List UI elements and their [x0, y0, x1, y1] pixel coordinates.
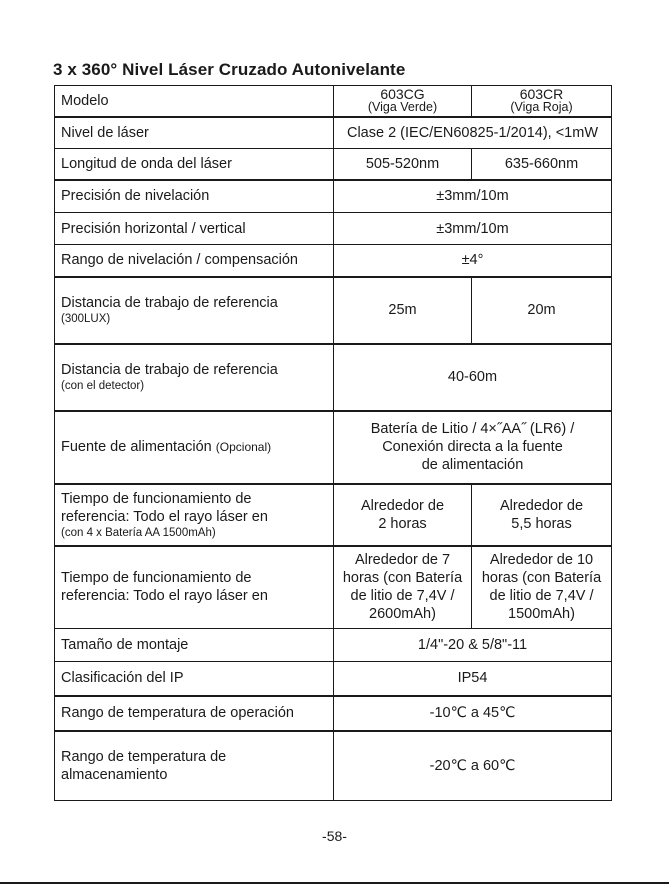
power-label-note: (Opcional) [215, 440, 272, 454]
working-distance-label [55, 277, 334, 344]
model-label: Modelo [55, 86, 334, 117]
runtime-li-col1-line-4: 2600mAh) [369, 606, 436, 623]
runtime-li-label-line-2: referencia: Todo el rayo láser en [61, 588, 268, 605]
compensation-value: ±4° [334, 245, 612, 277]
table-row-power [55, 411, 612, 484]
detector-distance-label-text: Distancia de trabajo de referencia [61, 362, 278, 378]
storage-temp-value: -20℃ a 60℃ [334, 731, 612, 801]
ip-label: Clasificación del IP [55, 662, 334, 696]
runtime-aa-col2-line-1: Alrededor de [499, 497, 584, 514]
table-row-op-temp [55, 696, 612, 731]
table-row-hv-accuracy [55, 213, 612, 245]
table-row-working-distance [55, 277, 612, 344]
laser-class-value: Clase 2 (IEC/EN60825-1/2014), <1mW [334, 117, 612, 149]
working-distance-col1: 25m [334, 277, 472, 344]
runtime-li-label [55, 546, 334, 629]
runtime-li-col1-line-3: de litio de 7,4V / [350, 588, 455, 605]
table-row-runtime-aa [55, 484, 612, 546]
level-accuracy-value: ±3mm/10m [334, 180, 612, 213]
runtime-aa-col2 [472, 484, 612, 546]
hv-accuracy-value: ±3mm/10m [334, 213, 612, 245]
power-line-3: de alimentación [421, 457, 524, 473]
table-row-ip [55, 662, 612, 696]
runtime-li-label-line-1: Tiempo de funcionamiento de [61, 570, 252, 587]
model-col1-beam: (Viga Verde) [367, 100, 438, 115]
detector-distance-label-sub: (con el detector) [61, 380, 145, 392]
runtime-aa-label-line-2: referencia: Todo el rayo láser en [61, 508, 268, 525]
spec-table [54, 85, 612, 801]
runtime-li-col1 [334, 546, 472, 629]
runtime-aa-label-sub: (con 4 x Batería AA 1500mAh) [61, 526, 216, 539]
runtime-li-col1-line-2: horas (con Batería [342, 570, 463, 587]
document-title: 3 x 360° Nivel Láser Cruzado Autonivelante [53, 60, 406, 79]
model-col1 [334, 86, 472, 117]
power-value [334, 411, 612, 484]
detector-distance-label [55, 344, 334, 411]
storage-temp-label [55, 731, 334, 801]
model-col2-beam: (Viga Roja) [510, 100, 573, 115]
runtime-li-col2-line-3: de litio de 7,4V / [489, 588, 594, 605]
wavelength-col2: 635-660nm [472, 149, 612, 180]
power-label [55, 411, 334, 484]
table-row-compensation [55, 245, 612, 277]
runtime-li-col2-line-4: 1500mAh) [508, 606, 575, 623]
working-distance-label-sub: (300LUX) [61, 313, 111, 325]
table-row-level-accuracy [55, 180, 612, 213]
wavelength-label: Longitud de onda del láser [55, 149, 334, 180]
table-row-mount [55, 629, 612, 662]
op-temp-value: -10℃ a 45℃ [334, 696, 612, 731]
wavelength-col1: 505-520nm [334, 149, 472, 180]
runtime-aa-col1-line-2: 2 horas [378, 515, 427, 532]
laser-class-label: Nivel de láser [55, 117, 334, 149]
ip-value: IP54 [334, 662, 612, 696]
hv-accuracy-label: Precisión horizontal / vertical [55, 213, 334, 245]
runtime-li-col2-line-2: horas (con Batería [481, 570, 602, 587]
table-row-wavelength [55, 149, 612, 180]
mount-value: 1/4"-20 & 5/8"-11 [334, 629, 612, 662]
table-row-detector-distance [55, 344, 612, 411]
page-number: -58- [322, 828, 347, 844]
runtime-aa-label [55, 484, 334, 546]
storage-temp-label-line-2: almacenamiento [61, 766, 168, 783]
model-col1-name: 603CG [380, 86, 425, 103]
runtime-aa-col1 [334, 484, 472, 546]
op-temp-label: Rango de temperatura de operación [55, 696, 334, 731]
power-line-1: Batería de Litio / 4×˝AA˝ (LR6) / [370, 421, 575, 437]
mount-label: Tamaño de montaje [55, 629, 334, 662]
model-col2 [472, 86, 612, 117]
bottom-divider [0, 882, 669, 884]
runtime-aa-col2-line-2: 5,5 horas [511, 515, 572, 532]
working-distance-col2: 20m [472, 277, 612, 344]
power-line-2: Conexión directa a la fuente [382, 439, 563, 455]
runtime-li-col2 [472, 546, 612, 629]
working-distance-label-text: Distancia de trabajo de referencia [61, 295, 278, 311]
table-row-runtime-li [55, 546, 612, 629]
power-label-text: Fuente de alimentación [61, 439, 212, 455]
storage-temp-label-line-1: Rango de temperatura de [61, 748, 227, 765]
runtime-aa-col1-line-1: Alrededor de [360, 497, 445, 514]
level-accuracy-label: Precisión de nivelación [55, 180, 334, 213]
runtime-li-col1-line-1: Alrededor de 7 [354, 552, 451, 569]
detector-distance-value: 40-60m [334, 344, 612, 411]
table-row-laser-class [55, 117, 612, 149]
runtime-aa-label-line-1: Tiempo de funcionamiento de [61, 490, 252, 507]
runtime-li-col2-line-1: Alrededor de 10 [489, 552, 594, 569]
model-col2-name: 603CR [519, 86, 564, 103]
compensation-label: Rango de nivelación / compensación [55, 245, 334, 277]
table-row-model [55, 86, 612, 117]
table-row-storage-temp [55, 731, 612, 801]
